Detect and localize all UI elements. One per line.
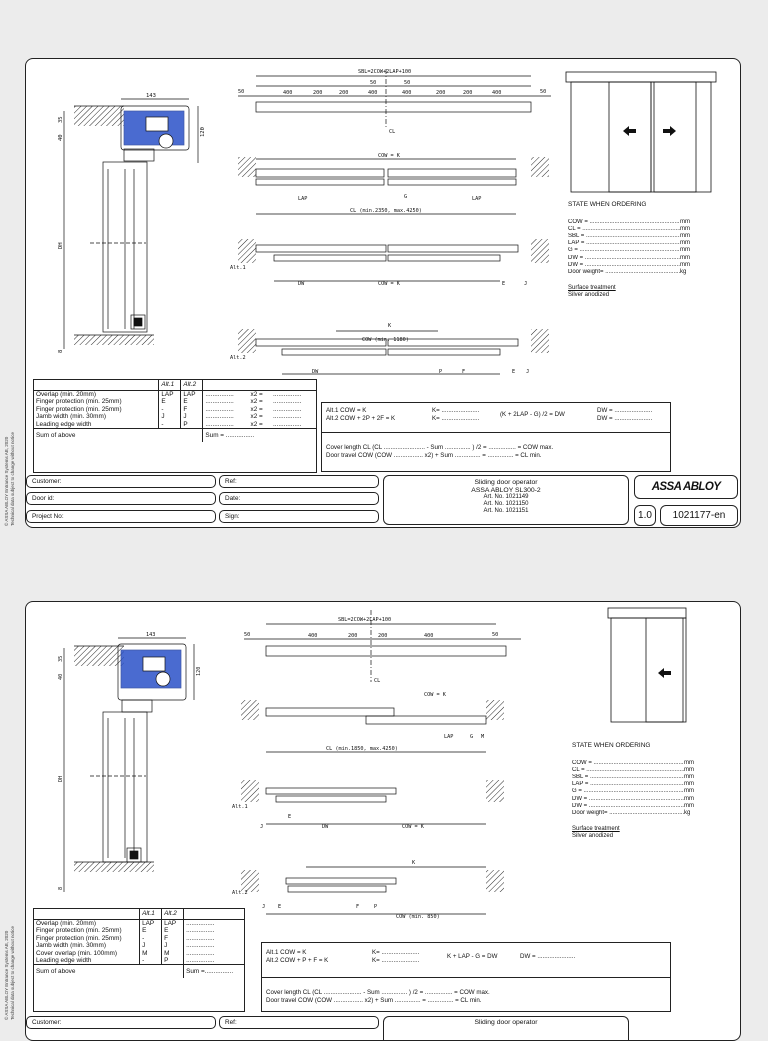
state-row: COW = ..... mm [568, 219, 694, 226]
label-g: G [404, 194, 408, 200]
formula-alt1-k: K= ...................... [372, 949, 420, 956]
table-row: Overlap (min. 20mm) LAP LAP ................ x2 = ................ [36, 391, 302, 398]
customer-field[interactable]: Customer: [26, 1016, 216, 1029]
state-title: STATE WHEN ORDERING [572, 742, 651, 749]
label-j-alt1: J [524, 281, 528, 287]
formula-box [321, 402, 671, 472]
state-when-ordering [568, 201, 694, 299]
state-row: DW = ..... mm [572, 803, 698, 810]
dim-row-3: 200 [378, 633, 388, 639]
label-p-alt2: P [439, 369, 443, 375]
arrow-left-icon [623, 126, 636, 136]
dim-sbl: SBL=2COW+2LAP+100 [358, 69, 412, 75]
date-field[interactable]: Date: [219, 492, 379, 505]
surface-treatment: Surface treatment Silver anodized [568, 284, 616, 298]
copyright-note-1: © ASSA ABLOY Entrance Systems AB, 2020 [4, 436, 9, 526]
label-k-alt2: K [412, 860, 416, 866]
label-cow-k: COW = K [378, 153, 400, 159]
label-cl-range: CL (min.1850, max.4250) [326, 746, 398, 752]
ref-field[interactable]: Ref: [219, 475, 379, 488]
formula-door-travel: Door travel COW (COW ................. x2) + Sum ............... = ............... = CL min. [266, 997, 482, 1004]
label-e-alt1: E [288, 814, 292, 820]
label-dw-alt1: DW [322, 824, 329, 830]
formula-alt2-k: K= ...................... [372, 957, 420, 964]
formula-alt2-k: K= ...................... [432, 415, 480, 422]
company-logo: ASSA ABLOY [634, 475, 738, 499]
formula-dw-1: DW = ...................... [597, 407, 653, 414]
dim-143: 143 [146, 93, 156, 99]
dim-row-1: 400 [283, 90, 293, 96]
dim-row-7: 200 [463, 90, 473, 96]
state-row: SBL = ..... mm [572, 774, 698, 781]
dim-row-6: 200 [436, 90, 446, 96]
label-alt2: Alt.2 [232, 890, 248, 896]
formula-alt1-k: K= ...................... [432, 407, 480, 414]
label-f-alt2: F [356, 904, 360, 910]
label-k-alt2: K [388, 323, 392, 329]
state-row: SBL = ..... mm [568, 233, 694, 240]
copyright-note-2: © ASSA ABLOY Entrance Systems AB, 2020 [4, 930, 9, 1020]
dim-row-1: 400 [308, 633, 318, 639]
formula-cover-length: Cover length CL (CL ...................... - Sum ............... ) /2 = ................ = COW max. [266, 989, 490, 996]
document-number: 1021177-en [660, 505, 738, 526]
dimension-table: Alt.1 Alt.2 Overlap (min. 20mm) LAP LAP ................ Finger protection (min. 25mm) E E ................ Finger protection (min. 25mm) - F ................ Jamb width (min. 30mm) J J ................ Cover overlap (min. 100mm) M M ................ Leading edge width - P ................ Sum of above Sum =................ [33, 908, 245, 1012]
formula-box [261, 942, 671, 1012]
label-cow-min: COW (min. 850) [396, 914, 440, 920]
dim-120: 120 [200, 127, 206, 137]
state-row: Door weight= ..... kg [568, 269, 694, 276]
dim-row-2: 200 [348, 633, 358, 639]
sum-row: Sum of above Sum =................ [34, 965, 244, 979]
title-block [383, 1016, 629, 1041]
dim-row-4: 400 [424, 633, 434, 639]
formula-alt2: Alt.2 COW + P + F = K [266, 957, 329, 964]
door-id-field[interactable]: Door id: [26, 492, 216, 505]
formula-cover-length: Cover length CL (CL ........................ - Sum ............... ) /2 = ................ = COW max. [326, 444, 554, 451]
label-cow-k-alt1: COW = K [402, 824, 424, 830]
title-line-1: Sliding door operator [474, 479, 538, 486]
label-cow-k: COW = K [424, 692, 446, 698]
dimension-table: Alt.1 Alt.2 Overlap (min. 20mm) LAP LAP ................ x2 = ................ Finger protection (min. 25mm) E E ................ x2 = ................ Finger protection (min. 25mm) - F ................ x2 = ................ Jamb width (min. 30mm) J J ................ x2 = ................ Leading edge width - P ................ x2 = ................ Sum of above Sum = ................ [33, 379, 317, 473]
dim-35: 35 [58, 655, 64, 662]
dim-143: 143 [146, 632, 156, 638]
title-line-2: ASSA ABLOY SL300-2 [471, 486, 541, 494]
state-row: COW = ..... mm [572, 760, 698, 767]
table-row: Leading edge width - P ................ [36, 957, 215, 965]
dim-sbl: SBL=2COW+2LAP+100 [338, 617, 392, 623]
dim-row-0: 50 [238, 89, 245, 95]
label-alt1: Alt.1 [232, 804, 248, 810]
state-title: STATE WHEN ORDERING [568, 201, 647, 208]
table-row: Finger protection (min. 25mm) E E ................ [36, 927, 215, 935]
title-line-1: Sliding door operator [474, 1019, 538, 1026]
state-row: G = ..... mm [568, 247, 694, 254]
customer-field[interactable]: Customer: [26, 475, 216, 488]
label-lap-right: LAP [472, 196, 482, 202]
dim-50-a: 50 [370, 80, 377, 86]
state-row: LAP = ..... mm [572, 781, 698, 788]
label-m: M [481, 734, 485, 740]
disclaimer-note-1: Technical data subject to change without notice [10, 431, 15, 526]
sign-field[interactable]: Sign: [219, 510, 379, 523]
dim-35: 35 [58, 116, 64, 123]
label-e-alt1: E [502, 281, 506, 287]
art-no-1: Art. No. 1021149 [483, 494, 529, 500]
label-alt2: Alt.2 [230, 355, 246, 361]
table-row: Leading edge width - P ................ x2 = ................ [36, 420, 302, 428]
state-when-ordering [572, 742, 698, 840]
dim-row-3: 200 [339, 90, 349, 96]
table-row: Jamb width (min. 30mm) J J ................ x2 = ................ [36, 413, 302, 421]
label-j-alt1: J [260, 824, 264, 830]
dim-row-9: 50 [540, 89, 547, 95]
label-e-alt2: E [278, 904, 282, 910]
state-row: CL = ..... mm [568, 226, 694, 233]
formula-alt1: Alt.1 COW = K [266, 949, 307, 956]
title-block [383, 475, 629, 525]
label-lap-left: LAP [298, 196, 308, 202]
art-no-2: Art. No. 1021150 [483, 501, 529, 508]
formula-dw-value: DW = ...................... [520, 953, 576, 960]
arrow-right-icon [663, 126, 676, 136]
dim-8: 8 [58, 886, 64, 890]
label-p-alt2: P [374, 904, 378, 910]
formula-dw: (K + 2LAP - G) /2 = DW [500, 411, 565, 418]
label-alt1: Alt.1 [230, 265, 246, 271]
dim-row-2: 200 [313, 90, 323, 96]
table-row: Finger protection (min. 25mm) - F ................ x2 = ................ [36, 405, 302, 413]
table-row: Finger protection (min. 25mm) - F ................ [36, 934, 215, 942]
formula-dw: K + LAP - G = DW [447, 953, 498, 960]
formula-alt1: Alt.1 COW = K [326, 407, 367, 414]
state-row: DW = ..... mm [568, 262, 694, 269]
state-row: DW = ..... mm [572, 796, 698, 803]
arrow-left-icon [658, 668, 671, 678]
dim-120: 120 [196, 666, 202, 676]
dim-dh: DH [58, 242, 64, 249]
ref-field[interactable]: Ref: [219, 1016, 379, 1029]
label-lap: LAP [444, 734, 454, 740]
state-row: DW = ..... mm [568, 255, 694, 262]
disclaimer-note-2: Technical data subject to change without notice [10, 925, 15, 1020]
dim-row-5: 50 [492, 632, 499, 638]
art-no-3: Art. No. 1021151 [483, 508, 529, 515]
table-row: Finger protection (min. 25mm) E E ................ x2 = ................ [36, 398, 302, 406]
dim-40: 40 [58, 673, 64, 680]
label-dw-alt1: DW [298, 281, 305, 287]
state-row: G = ..... mm [572, 788, 698, 795]
dim-row-0: 50 [244, 632, 251, 638]
state-row: LAP = ..... mm [568, 240, 694, 247]
formula-door-travel: Door travel COW (COW ................. x2) + Sum ............... = ............... = CL min. [326, 452, 542, 459]
drawing-sheet-top [25, 58, 741, 528]
label-cl-range: CL (min.2350, max.4250) [350, 208, 422, 214]
label-f-alt2: F [462, 369, 466, 375]
label-cl: CL [374, 678, 381, 684]
dim-row-8: 400 [492, 90, 502, 96]
label-e-alt2: E [512, 369, 516, 375]
state-row: CL = ..... mm [572, 767, 698, 774]
dim-50-b: 50 [404, 80, 411, 86]
formula-alt2: Alt.2 COW + 2P + 2F = K [326, 415, 396, 422]
dim-8: 8 [58, 349, 64, 353]
label-j-alt2: J [526, 369, 530, 375]
surface-treatment: Surface treatment Silver anodized [572, 825, 620, 839]
version-number: 1.0 [634, 505, 656, 526]
sum-row: Sum of above Sum = ................ [34, 429, 316, 443]
project-no-field[interactable]: Project No: [26, 510, 216, 523]
dim-row-5: 400 [402, 90, 412, 96]
table-row: Jamb width (min. 30mm) J J ................ [36, 942, 215, 950]
table-row: Overlap (min. 20mm) LAP LAP ................ [36, 920, 215, 927]
formula-dw-2: DW = ...................... [597, 415, 653, 422]
dim-row-4: 400 [368, 90, 378, 96]
dim-40: 40 [58, 134, 64, 141]
label-j-alt2: J [262, 904, 266, 910]
label-g: G [470, 734, 474, 740]
label-cow-k-alt1: COW = K [378, 281, 400, 287]
label-dw-alt2: DW [312, 369, 319, 375]
state-row: Door weight= ..... kg [572, 810, 698, 817]
drawing-sheet-bottom [25, 601, 741, 1041]
dim-dh: DH [58, 775, 64, 782]
table-row: Cover overlap (min. 100mm) M M ................ [36, 949, 215, 957]
label-cow-min: COW (min. 1180) [362, 337, 409, 343]
label-cl: CL [389, 129, 396, 135]
